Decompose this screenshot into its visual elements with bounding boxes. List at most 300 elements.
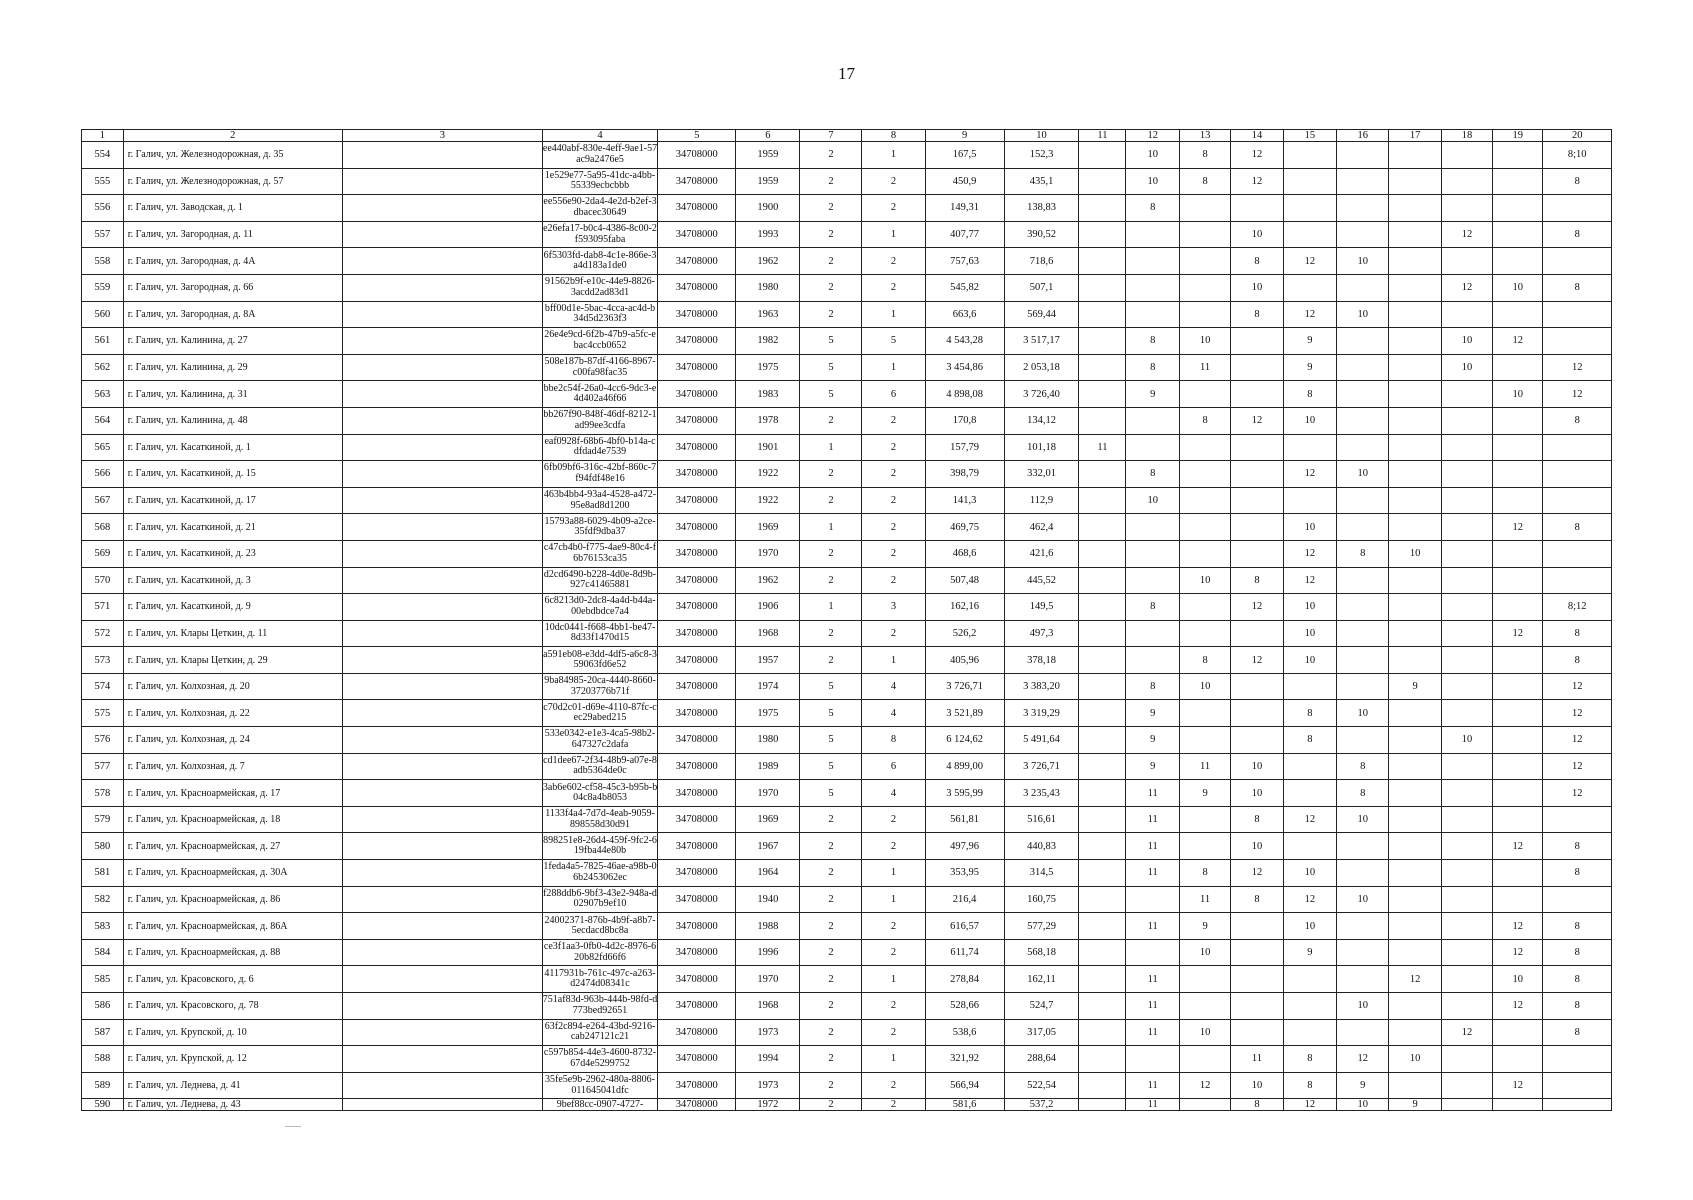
cell-c11 <box>1079 142 1126 169</box>
cell-year-built: 1975 <box>736 354 800 381</box>
cell-year-built: 1980 <box>736 274 800 301</box>
cell-c14: 10 <box>1231 833 1283 860</box>
cell-total-area: 167,5 <box>925 142 1004 169</box>
cell-house-guid: 463b4bb4-93a4-4528-a472-95e8ad8d1200 <box>542 487 657 514</box>
cell-c16: 10 <box>1337 461 1389 488</box>
cell-c13 <box>1179 514 1230 541</box>
cell-c17 <box>1389 301 1441 328</box>
cell-col-3 <box>342 647 542 674</box>
cell-c14: 12 <box>1231 647 1283 674</box>
cell-c17 <box>1389 461 1441 488</box>
cell-house-guid: bb267f90-848f-46df-8212-1ad99ee3cdfa <box>542 407 657 434</box>
cell-c12: 10 <box>1126 168 1179 195</box>
cell-floors: 2 <box>800 1046 862 1073</box>
cell-c16 <box>1337 195 1389 222</box>
cell-year-built: 1962 <box>736 248 800 275</box>
cell-c12 <box>1126 514 1179 541</box>
cell-year-built: 1989 <box>736 753 800 780</box>
cell-living-area: 569,44 <box>1004 301 1079 328</box>
cell-oktmo: 34708000 <box>658 673 736 700</box>
cell-c20: 8 <box>1543 274 1612 301</box>
cell-c13: 8 <box>1179 860 1230 887</box>
cell-floors: 5 <box>800 727 862 754</box>
cell-c11 <box>1079 248 1126 275</box>
cell-c12 <box>1126 886 1179 913</box>
cell-living-area: 3 235,43 <box>1004 780 1079 807</box>
cell-oktmo: 34708000 <box>658 620 736 647</box>
cell-address: г. Галич, ул. Красноармейская, д. 18 <box>123 806 342 833</box>
cell-c12 <box>1126 1046 1179 1073</box>
cell-c19 <box>1493 727 1543 754</box>
cell-c20: 8 <box>1543 407 1612 434</box>
cell-c19 <box>1493 1046 1543 1073</box>
cell-c14 <box>1231 540 1283 567</box>
table-body <box>82 142 1612 1111</box>
cell-year-built: 1964 <box>736 860 800 887</box>
cell-c11 <box>1079 1046 1126 1073</box>
cell-c18 <box>1441 780 1492 807</box>
cell-c11 <box>1079 407 1126 434</box>
cell-floors: 1 <box>800 434 862 461</box>
cell-oktmo: 34708000 <box>658 354 736 381</box>
cell-c19 <box>1493 434 1543 461</box>
cell-col-3 <box>342 461 542 488</box>
cell-c17 <box>1389 700 1441 727</box>
cell-c15: 10 <box>1283 620 1336 647</box>
cell-col-3 <box>342 514 542 541</box>
cell-year-built: 1957 <box>736 647 800 674</box>
cell-living-area: 462,4 <box>1004 514 1079 541</box>
cell-row-number: 555 <box>82 168 124 195</box>
cell-c12: 11 <box>1126 1072 1179 1099</box>
cell-house-guid: 10dc0441-f668-4bb1-be47-8d33f1470d15 <box>542 620 657 647</box>
cell-c11 <box>1079 221 1126 248</box>
cell-c15: 10 <box>1283 514 1336 541</box>
cell-row-number: 568 <box>82 514 124 541</box>
cell-total-area: 663,6 <box>925 301 1004 328</box>
cell-col-3 <box>342 567 542 594</box>
cell-address: г. Галич, ул. Калинина, д. 27 <box>123 328 342 355</box>
cell-c13 <box>1179 461 1230 488</box>
cell-c17 <box>1389 647 1441 674</box>
cell-c13: 8 <box>1179 168 1230 195</box>
cell-row-number: 566 <box>82 461 124 488</box>
cell-col-3 <box>342 673 542 700</box>
cell-c18: 12 <box>1441 221 1492 248</box>
cell-c20: 8 <box>1543 168 1612 195</box>
cell-c17: 10 <box>1389 1046 1441 1073</box>
cell-address: г. Галич, ул. Леднева, д. 43 <box>123 1099 342 1111</box>
cell-c15 <box>1283 966 1336 993</box>
cell-c11 <box>1079 195 1126 222</box>
cell-c17 <box>1389 753 1441 780</box>
cell-c18 <box>1441 966 1492 993</box>
cell-oktmo: 34708000 <box>658 328 736 355</box>
cell-row-number: 573 <box>82 647 124 674</box>
cell-c16 <box>1337 833 1389 860</box>
cell-col-3 <box>342 301 542 328</box>
cell-oktmo: 34708000 <box>658 195 736 222</box>
cell-c11 <box>1079 328 1126 355</box>
cell-entrances: 2 <box>862 939 925 966</box>
cell-row-number: 584 <box>82 939 124 966</box>
cell-c14: 11 <box>1231 1046 1283 1073</box>
cell-c15: 9 <box>1283 354 1336 381</box>
cell-c11: 11 <box>1079 434 1126 461</box>
cell-oktmo: 34708000 <box>658 540 736 567</box>
cell-c20 <box>1543 1046 1612 1073</box>
cell-total-area: 545,82 <box>925 274 1004 301</box>
cell-address: г. Галич, ул. Касаткиной, д. 3 <box>123 567 342 594</box>
cell-c11 <box>1079 700 1126 727</box>
cell-floors: 2 <box>800 301 862 328</box>
cell-row-number: 558 <box>82 248 124 275</box>
cell-house-guid: bff00d1e-5bac-4cca-ac4d-b34d5d2363f3 <box>542 301 657 328</box>
column-number-12: 12 <box>1126 130 1179 142</box>
cell-entrances: 2 <box>862 1019 925 1046</box>
cell-entrances: 2 <box>862 434 925 461</box>
table-row <box>82 727 1612 754</box>
cell-oktmo: 34708000 <box>658 753 736 780</box>
cell-c15: 8 <box>1283 700 1336 727</box>
cell-c19 <box>1493 673 1543 700</box>
cell-col-3 <box>342 328 542 355</box>
cell-house-guid: 24002371-876b-4b9f-a8b7-5ecdacd8bc8a <box>542 913 657 940</box>
column-number-1: 1 <box>82 130 124 142</box>
cell-floors: 2 <box>800 461 862 488</box>
cell-c17 <box>1389 195 1441 222</box>
table-row <box>82 354 1612 381</box>
cell-c11 <box>1079 301 1126 328</box>
cell-living-area: 134,12 <box>1004 407 1079 434</box>
cell-house-guid: e26efa17-b0c4-4386-8c00-2f593095faba <box>542 221 657 248</box>
cell-total-area: 538,6 <box>925 1019 1004 1046</box>
cell-c15: 12 <box>1283 567 1336 594</box>
cell-c20 <box>1543 806 1612 833</box>
column-number-13: 13 <box>1179 130 1230 142</box>
cell-c17 <box>1389 274 1441 301</box>
cell-c18: 12 <box>1441 1019 1492 1046</box>
cell-living-area: 332,01 <box>1004 461 1079 488</box>
cell-c15: 10 <box>1283 913 1336 940</box>
cell-c11 <box>1079 673 1126 700</box>
cell-living-area: 537,2 <box>1004 1099 1079 1111</box>
cell-oktmo: 34708000 <box>658 780 736 807</box>
cell-c15: 10 <box>1283 860 1336 887</box>
cell-c19 <box>1493 301 1543 328</box>
cell-c13 <box>1179 727 1230 754</box>
cell-c15: 12 <box>1283 886 1336 913</box>
cell-row-number: 571 <box>82 594 124 621</box>
cell-c19 <box>1493 461 1543 488</box>
cell-c13 <box>1179 274 1230 301</box>
cell-house-guid: 3ab6e602-cf58-45c3-b95b-b04c8a4b8053 <box>542 780 657 807</box>
cell-c19 <box>1493 647 1543 674</box>
cell-living-area: 3 383,20 <box>1004 673 1079 700</box>
cell-c13 <box>1179 700 1230 727</box>
cell-c17: 12 <box>1389 966 1441 993</box>
cell-c19 <box>1493 780 1543 807</box>
cell-col-3 <box>342 168 542 195</box>
cell-c20 <box>1543 886 1612 913</box>
cell-entrances: 4 <box>862 780 925 807</box>
cell-col-3 <box>342 993 542 1020</box>
cell-house-guid: ce3f1aa3-0fb0-4d2c-8976-620b82fd66f6 <box>542 939 657 966</box>
cell-c16: 8 <box>1337 540 1389 567</box>
cell-c13 <box>1179 487 1230 514</box>
cell-house-guid: c70d2c01-d69e-4110-87fc-cec29abed215 <box>542 700 657 727</box>
cell-c11 <box>1079 913 1126 940</box>
cell-c12: 11 <box>1126 860 1179 887</box>
cell-total-area: 216,4 <box>925 886 1004 913</box>
cell-c18 <box>1441 514 1492 541</box>
cell-c14 <box>1231 939 1283 966</box>
cell-c19: 12 <box>1493 993 1543 1020</box>
cell-c16: 10 <box>1337 806 1389 833</box>
cell-year-built: 1940 <box>736 886 800 913</box>
cell-c16: 10 <box>1337 993 1389 1020</box>
cell-c12: 11 <box>1126 993 1179 1020</box>
cell-address: г. Галич, ул. Крупской, д. 12 <box>123 1046 342 1073</box>
cell-c16: 10 <box>1337 886 1389 913</box>
cell-living-area: 138,83 <box>1004 195 1079 222</box>
cell-floors: 2 <box>800 567 862 594</box>
cell-entrances: 1 <box>862 221 925 248</box>
cell-c13: 8 <box>1179 142 1230 169</box>
cell-c14: 10 <box>1231 753 1283 780</box>
cell-c20 <box>1543 461 1612 488</box>
cell-c18 <box>1441 993 1492 1020</box>
cell-c15: 10 <box>1283 647 1336 674</box>
cell-c17 <box>1389 594 1441 621</box>
cell-entrances: 3 <box>862 594 925 621</box>
cell-entrances: 2 <box>862 407 925 434</box>
cell-c19: 10 <box>1493 274 1543 301</box>
cell-c16 <box>1337 567 1389 594</box>
cell-c12: 8 <box>1126 195 1179 222</box>
column-number-5: 5 <box>658 130 736 142</box>
cell-c18 <box>1441 1099 1492 1111</box>
cell-total-area: 149,31 <box>925 195 1004 222</box>
cell-c16 <box>1337 142 1389 169</box>
cell-c19 <box>1493 1019 1543 1046</box>
cell-c13: 10 <box>1179 673 1230 700</box>
cell-year-built: 1959 <box>736 168 800 195</box>
table-row <box>82 328 1612 355</box>
cell-floors: 5 <box>800 354 862 381</box>
cell-c20 <box>1543 248 1612 275</box>
table-row <box>82 461 1612 488</box>
cell-floors: 5 <box>800 673 862 700</box>
cell-entrances: 5 <box>862 328 925 355</box>
cell-c16: 12 <box>1337 1046 1389 1073</box>
cell-entrances: 2 <box>862 274 925 301</box>
cell-house-guid: 898251e8-26d4-459f-9fc2-619fba44e80b <box>542 833 657 860</box>
cell-c19: 12 <box>1493 514 1543 541</box>
cell-house-guid: bbe2c54f-26a0-4cc6-9dc3-e4d402a46f66 <box>542 381 657 408</box>
cell-c20: 12 <box>1543 381 1612 408</box>
cell-c18 <box>1441 540 1492 567</box>
cell-oktmo: 34708000 <box>658 966 736 993</box>
cell-oktmo: 34708000 <box>658 727 736 754</box>
cell-c17 <box>1389 168 1441 195</box>
cell-total-area: 4 898,08 <box>925 381 1004 408</box>
cell-c17 <box>1389 1019 1441 1046</box>
cell-floors: 2 <box>800 1099 862 1111</box>
cell-c20 <box>1543 540 1612 567</box>
cell-row-number: 561 <box>82 328 124 355</box>
cell-c14: 12 <box>1231 142 1283 169</box>
cell-c15: 12 <box>1283 806 1336 833</box>
cell-c19 <box>1493 248 1543 275</box>
cell-house-guid: 9bef88cc-0907-4727- <box>542 1099 657 1111</box>
cell-row-number: 580 <box>82 833 124 860</box>
cell-total-area: 3 454,86 <box>925 354 1004 381</box>
cell-year-built: 1968 <box>736 993 800 1020</box>
cell-c14: 10 <box>1231 274 1283 301</box>
cell-year-built: 1978 <box>736 407 800 434</box>
table-row <box>82 913 1612 940</box>
cell-house-guid: eaf0928f-68b6-4bf0-b14a-cdfdad4e7539 <box>542 434 657 461</box>
cell-floors: 1 <box>800 594 862 621</box>
cell-c17 <box>1389 328 1441 355</box>
cell-c16 <box>1337 274 1389 301</box>
cell-c17 <box>1389 221 1441 248</box>
cell-living-area: 3 726,71 <box>1004 753 1079 780</box>
cell-c12: 9 <box>1126 753 1179 780</box>
cell-c17 <box>1389 993 1441 1020</box>
cell-floors: 2 <box>800 487 862 514</box>
cell-c14 <box>1231 966 1283 993</box>
table-row <box>82 833 1612 860</box>
cell-c17 <box>1389 727 1441 754</box>
cell-c19 <box>1493 407 1543 434</box>
cell-year-built: 1901 <box>736 434 800 461</box>
cell-total-area: 526,2 <box>925 620 1004 647</box>
cell-row-number: 554 <box>82 142 124 169</box>
cell-c12 <box>1126 248 1179 275</box>
cell-address: г. Галич, ул. Загородная, д. 4А <box>123 248 342 275</box>
cell-total-area: 407,77 <box>925 221 1004 248</box>
cell-entrances: 2 <box>862 806 925 833</box>
cell-c11 <box>1079 939 1126 966</box>
cell-c19 <box>1493 1099 1543 1111</box>
cell-c13 <box>1179 195 1230 222</box>
cell-c12 <box>1126 274 1179 301</box>
cell-c20 <box>1543 1099 1612 1111</box>
cell-address: г. Галич, ул. Колхозная, д. 24 <box>123 727 342 754</box>
cell-c16 <box>1337 647 1389 674</box>
cell-col-3 <box>342 700 542 727</box>
cell-living-area: 568,18 <box>1004 939 1079 966</box>
cell-c15 <box>1283 833 1336 860</box>
cell-c18 <box>1441 407 1492 434</box>
cell-house-guid: c597b854-44e3-4600-8732-67d4e5299752 <box>542 1046 657 1073</box>
cell-entrances: 2 <box>862 168 925 195</box>
cell-c19 <box>1493 567 1543 594</box>
cell-c14: 12 <box>1231 594 1283 621</box>
cell-row-number: 563 <box>82 381 124 408</box>
cell-c16: 9 <box>1337 1072 1389 1099</box>
cell-house-guid: 9ba84985-20ca-4440-8660-37203776b71f <box>542 673 657 700</box>
cell-col-3 <box>342 407 542 434</box>
cell-c15: 9 <box>1283 328 1336 355</box>
cell-year-built: 1970 <box>736 780 800 807</box>
cell-house-guid: f288ddb6-9bf3-43e2-948a-d02907b9ef10 <box>542 886 657 913</box>
cell-c20 <box>1543 301 1612 328</box>
cell-living-area: 718,6 <box>1004 248 1079 275</box>
cell-living-area: 317,05 <box>1004 1019 1079 1046</box>
cell-c17 <box>1389 354 1441 381</box>
cell-year-built: 1970 <box>736 966 800 993</box>
cell-c14 <box>1231 993 1283 1020</box>
cell-c15: 8 <box>1283 727 1336 754</box>
cell-c18 <box>1441 567 1492 594</box>
cell-entrances: 2 <box>862 993 925 1020</box>
cell-row-number: 576 <box>82 727 124 754</box>
cell-c14 <box>1231 727 1283 754</box>
cell-c16 <box>1337 939 1389 966</box>
cell-c16: 10 <box>1337 301 1389 328</box>
cell-c15: 8 <box>1283 381 1336 408</box>
cell-house-guid: 35fe5e9b-2962-480a-8806-011645041dfc <box>542 1072 657 1099</box>
cell-entrances: 4 <box>862 673 925 700</box>
cell-c14 <box>1231 461 1283 488</box>
cell-row-number: 577 <box>82 753 124 780</box>
cell-row-number: 560 <box>82 301 124 328</box>
scan-mark <box>285 1126 301 1127</box>
cell-c15: 12 <box>1283 1099 1336 1111</box>
cell-c11 <box>1079 780 1126 807</box>
cell-year-built: 1970 <box>736 540 800 567</box>
cell-c14 <box>1231 381 1283 408</box>
cell-year-built: 1922 <box>736 461 800 488</box>
column-number-18: 18 <box>1441 130 1492 142</box>
cell-c12: 10 <box>1126 142 1179 169</box>
cell-house-guid: 533e0342-e1e3-4ca5-98b2-647327c2dafa <box>542 727 657 754</box>
cell-c15 <box>1283 168 1336 195</box>
cell-c20: 8 <box>1543 993 1612 1020</box>
cell-c12 <box>1126 301 1179 328</box>
cell-row-number: 564 <box>82 407 124 434</box>
cell-row-number: 587 <box>82 1019 124 1046</box>
cell-c20: 8 <box>1543 221 1612 248</box>
cell-c12: 8 <box>1126 461 1179 488</box>
table-row <box>82 1046 1612 1073</box>
cell-c16 <box>1337 860 1389 887</box>
cell-c12: 11 <box>1126 806 1179 833</box>
cell-c14 <box>1231 1019 1283 1046</box>
cell-entrances: 1 <box>862 647 925 674</box>
cell-oktmo: 34708000 <box>658 301 736 328</box>
cell-oktmo: 34708000 <box>658 913 736 940</box>
cell-c16 <box>1337 966 1389 993</box>
column-number-20: 20 <box>1543 130 1612 142</box>
cell-total-area: 141,3 <box>925 487 1004 514</box>
cell-c11 <box>1079 833 1126 860</box>
table-row <box>82 966 1612 993</box>
cell-row-number: 569 <box>82 540 124 567</box>
cell-house-guid: 91562b9f-e10c-44e9-8826-3acdd2ad83d1 <box>542 274 657 301</box>
cell-year-built: 1988 <box>736 913 800 940</box>
cell-c15: 12 <box>1283 301 1336 328</box>
cell-c16 <box>1337 620 1389 647</box>
cell-c18 <box>1441 168 1492 195</box>
cell-c17: 9 <box>1389 1099 1441 1111</box>
cell-floors: 2 <box>800 886 862 913</box>
cell-c13 <box>1179 806 1230 833</box>
cell-year-built: 1982 <box>736 328 800 355</box>
